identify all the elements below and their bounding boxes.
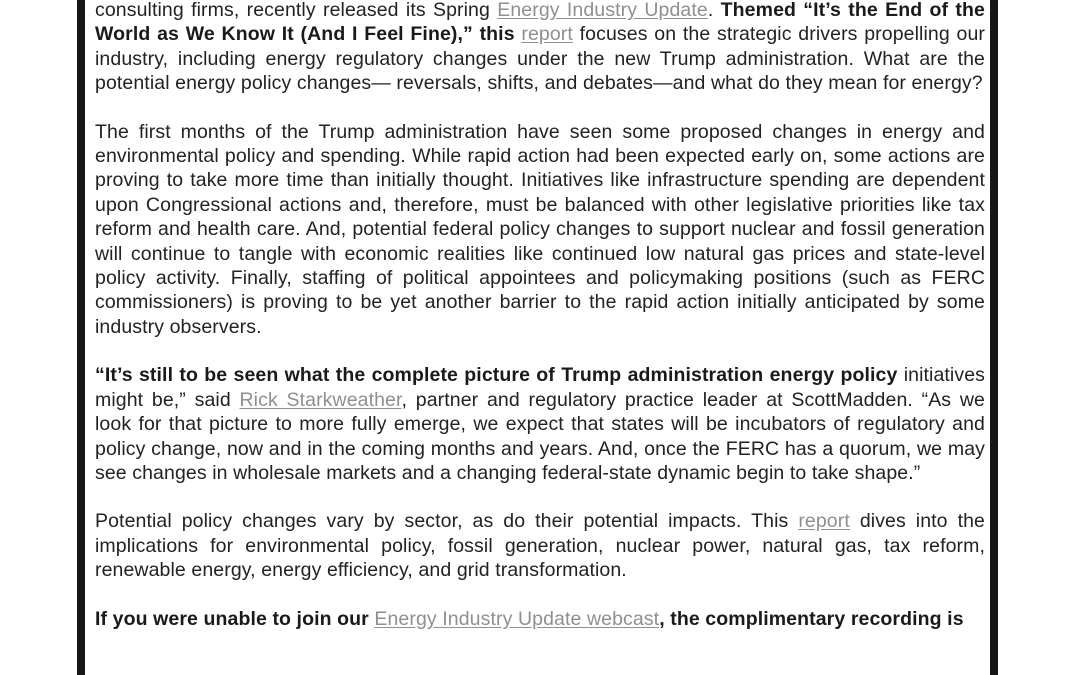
report-theme-title: Themed “It’s the End of the World as We Know It (And I Feel Fine),” this [95,0,985,46]
paragraph-sectors [95,509,985,582]
quote-lead-text: “It’s still to be seen what the complete picture of Trump administration energy policy [95,364,904,387]
page-edge-left-border [77,0,85,675]
paragraph-intro [95,0,985,96]
text-run: consulting firms, recently released its Spring [95,0,498,21]
text-run: focuses on the strategic drivers propelling our industry, including energy regulatory changes under the new Trump administration. What are the potential energy policy changes— reversals, shifts, and debates—and what do they mean for energy? [95,23,985,95]
text-run: , partner and regulatory practice leader at ScottMadden. “As we look for that picture to more fully emerge, we expect that states will be incubators of regulatory and policy change, now and in the coming months and years. And, once the FERC has a quorum, we may see changes in wholesale markets and a changing federal-state dynamic begin to take shape.” [95,388,985,484]
text-run: If you were unable to join our [95,607,375,630]
paragraph-quote [95,363,985,485]
press-release-body [95,0,985,655]
text-run: . [707,0,721,21]
text-run: initiatives might be,” said [95,364,985,411]
text-run: The first months of the Trump administration have seen some proposed changes in energy and environmental policy and spending. While rapid action had been expected early on, some actions are proving to take more time than initially thought. Initiatives like infrastructure spending are dependent upon Congressional actions and, therefore, must be balanced with other legislative priorities like tax reform and health care. And, potential federal policy changes to support nuclear and fossil generation will continue to tangle with economic realities like continued low natural gas prices and state-level policy activity. Finally, staffing of political appointees and policymaking positions (such as FERC commissioners) is proving to be yet another barrier to the rapid action initially anticipated by some industry observers. [95,120,985,338]
text-run: Potential policy changes vary by sector, as do their potential impacts. This [95,510,799,533]
page-edge-right-border [990,0,998,675]
link-energy-industry-update[interactable]: Energy Industry Update [497,0,708,21]
text-run: dives into the implications for environmental policy, fossil generation, nuclear power, natural gas, tax reform, renewable energy, energy efficiency, and grid transformation. [95,510,985,582]
text-run: , the complimentary recording is [659,607,964,630]
link-report-sectors[interactable]: report [798,510,850,533]
link-rick-starkweather[interactable]: Rick Starkweather [239,388,402,411]
paragraph-webcast [95,607,985,631]
link-report[interactable]: report [521,23,573,46]
paragraph-first-months [95,120,985,340]
link-energy-industry-update-webcast[interactable]: Energy Industry Update webcast [374,607,660,630]
